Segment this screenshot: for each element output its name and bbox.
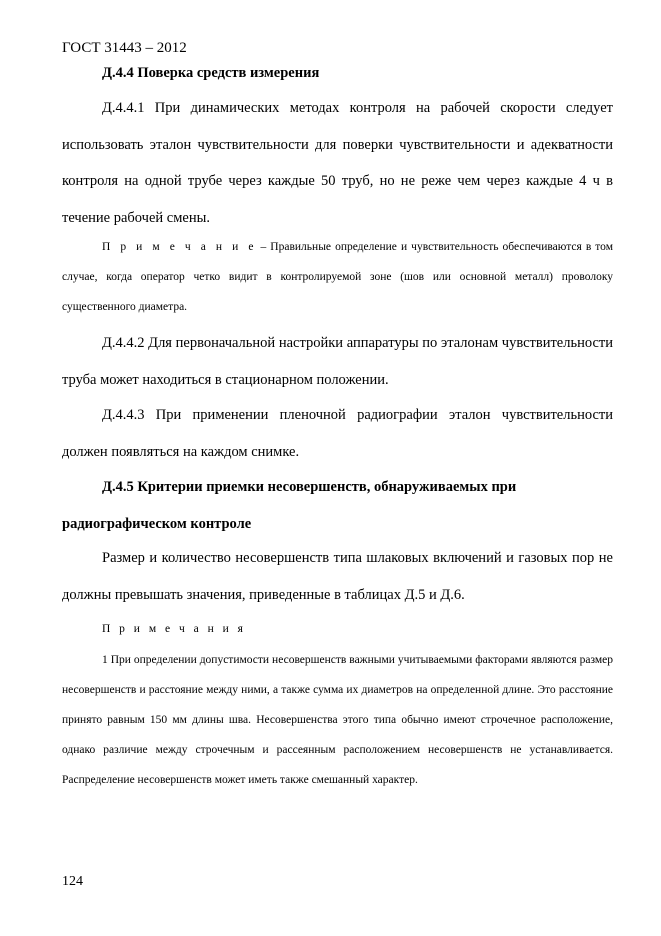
section-heading-d445: Д.4.5 Критерии приемки несовершенств, обнаруживаемых при радиографическом контроле bbox=[62, 479, 517, 532]
page-number: 124 bbox=[62, 874, 83, 889]
paragraph-d445: Размер и количество несовершенств типа шлаковых включений и газовых пор не должны превышать значения, приведенные в таблицах Д.5 и Д.6. bbox=[62, 550, 613, 603]
notes-label: П р и м е ч а н и я bbox=[102, 623, 246, 635]
note-label: П р и м е ч а н и е bbox=[102, 241, 257, 253]
note-text: – Правильные определение и чувствительность обеспечиваются в том случае, когда оператор четко видит в контролируемой зоне (шов или основной металл) проволоку существенного диаметра. bbox=[62, 241, 613, 313]
paragraph-d4442: Д.4.4.2 Для первоначальной настройки аппаратуры по эталонам чувствительности труба может находиться в стационарном положении. bbox=[62, 335, 613, 388]
note-paragraph bbox=[62, 232, 613, 322]
section-heading-d444: Д.4.4 Поверка средств измерения bbox=[102, 65, 320, 81]
standard-header: ГОСТ 31443 – 2012 bbox=[62, 40, 187, 56]
notes-label-paragraph bbox=[62, 614, 613, 644]
paragraph-d4441: Д.4.4.1 При динамических методах контроля на рабочей скорости следует использовать эталон чувствительности для поверки чувствительности и адекватности контроля на одной трубе через каждые 50 труб, но не реже чем через каждые 4 ч в течение рабочей смены. bbox=[62, 100, 613, 226]
paragraph-d4443: Д.4.4.3 При применении пленочной радиографии эталон чувствительности должен появляться на каждом снимке. bbox=[62, 407, 613, 460]
note-1-paragraph: 1 При определении допустимости несовершенств важными учитываемыми факторами являются размер несовершенств и расстояние между ними, а также сумма их диаметров на определенной длине. Это расстояние принято равным 150 мм длины шва. Несовершенства этого типа обычно имеют строчечное расположение, однако различие между строчечным и рассеянным расположением несовершенств не устанавливается. Распределение несовершенств может иметь также смешанный характер. bbox=[62, 654, 613, 786]
